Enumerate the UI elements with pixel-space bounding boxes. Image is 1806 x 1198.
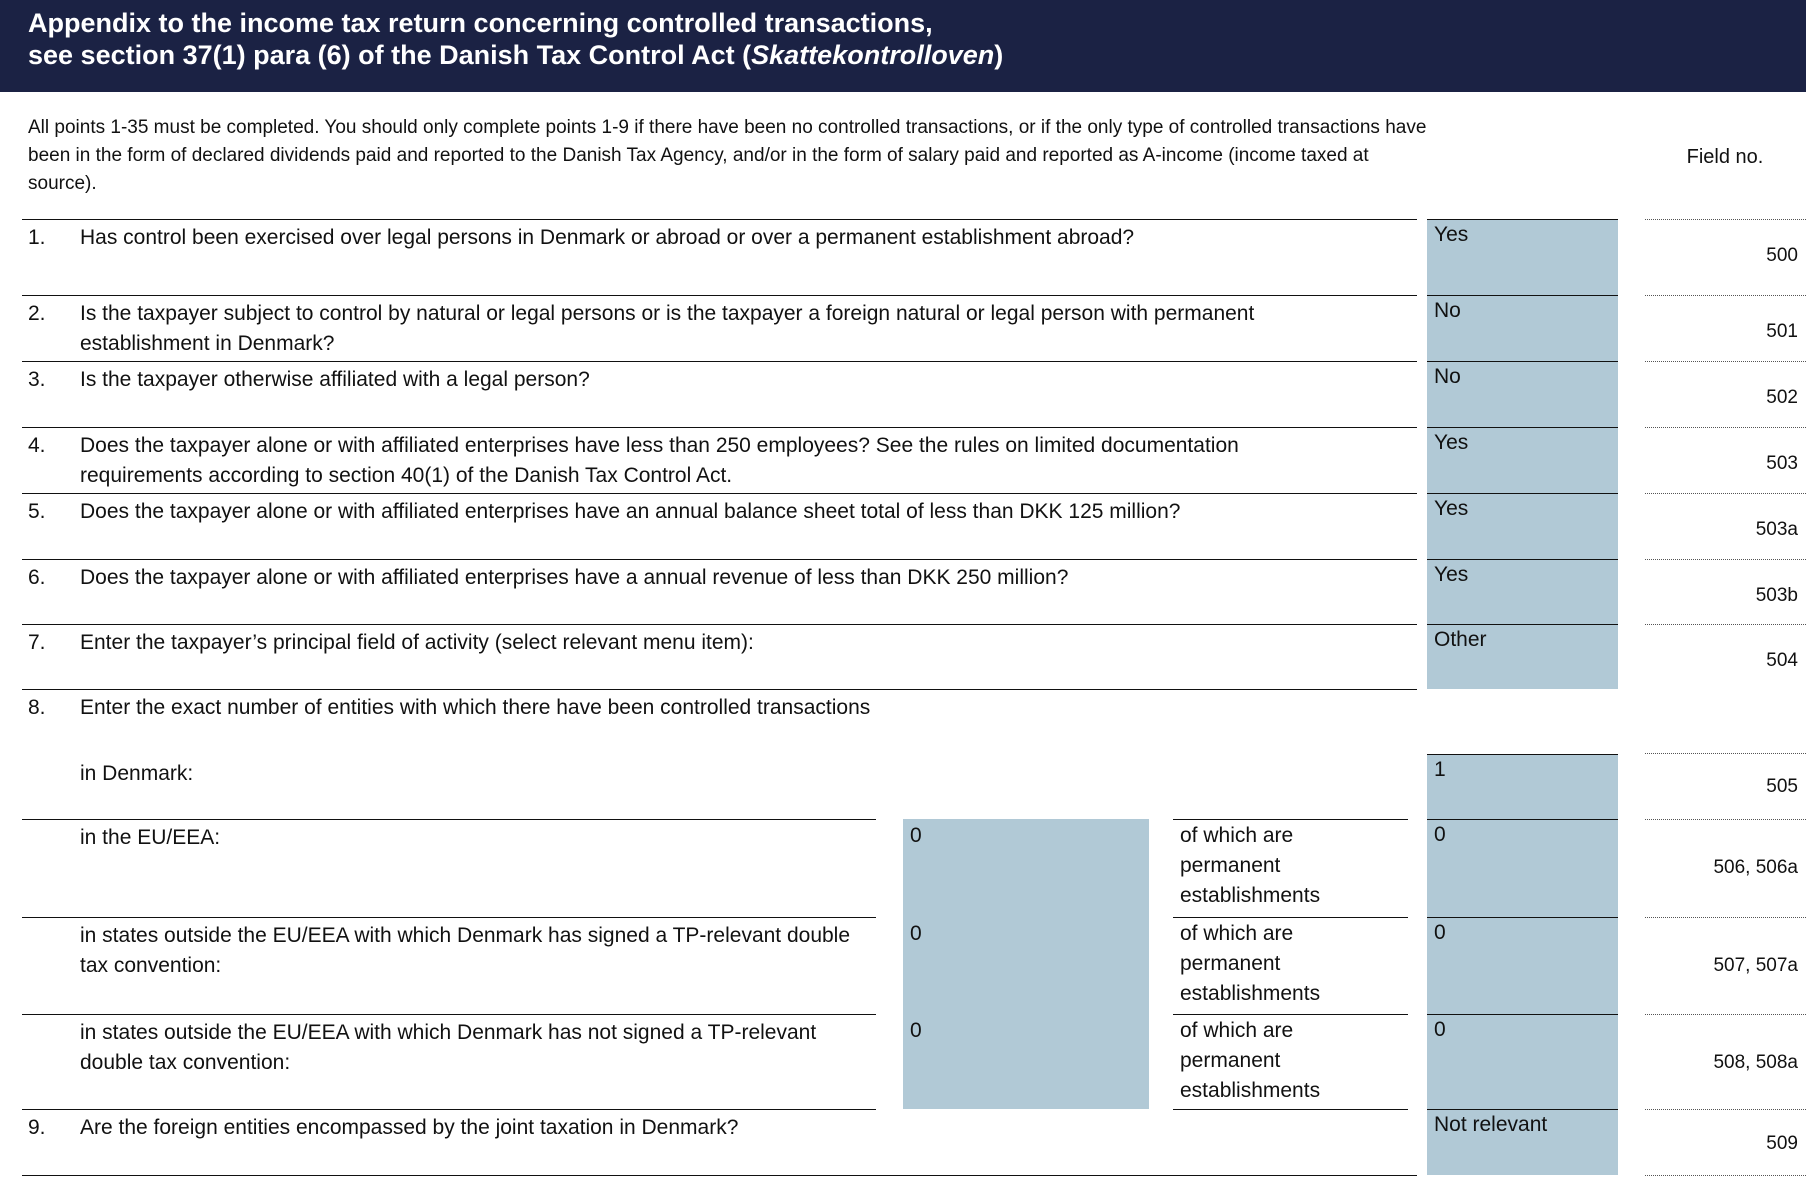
field-number: 507, 507a bbox=[1713, 955, 1798, 976]
intro-text: All points 1-35 must be completed. You should only complete points 1-9 if there have been no controlled transactions, or if the only type of controlled transactions have been in the form of declared dividends paid and reported to the Danish Tax Agency, and/or in the form of salary paid and reported as A-income (income taxed at source). bbox=[28, 117, 1427, 194]
field-dotted-rule bbox=[1645, 1175, 1806, 1176]
divider bbox=[22, 689, 1417, 690]
divider bbox=[22, 361, 1417, 362]
question-number: 5. bbox=[28, 500, 46, 523]
question-text: Are the foreign entities encompassed by the joint taxation in Denmark? bbox=[80, 1116, 739, 1139]
header-title-line2: see section 37(1) para (6) of the Danish Tax Control Act (Skattekontrolloven) bbox=[28, 40, 1004, 70]
question-number: 8. bbox=[28, 696, 46, 719]
page-header bbox=[0, 0, 1806, 92]
divider bbox=[22, 624, 1417, 625]
question-text: Does the taxpayer alone or with affiliated enterprises have less than 250 employees? See the rules on limited documentation requirements according to section 40(1) of the Danish Tax Control Act. bbox=[80, 434, 1239, 487]
q8-denmark-label: in Denmark: bbox=[80, 762, 194, 785]
field-dotted-rule bbox=[1645, 219, 1806, 220]
field-dotted-rule bbox=[1645, 753, 1806, 754]
permanent-establishments-label: of which are permanent establishments bbox=[1180, 824, 1321, 907]
divider bbox=[22, 295, 1417, 296]
q8-pe-count-input[interactable]: 0 bbox=[1427, 917, 1618, 1014]
field-dotted-rule bbox=[1645, 427, 1806, 428]
field-dotted-rule bbox=[1645, 819, 1806, 820]
answer-select[interactable]: Not relevant bbox=[1427, 1109, 1618, 1175]
field-dotted-rule bbox=[1645, 493, 1806, 494]
field-number: 500 bbox=[1766, 245, 1798, 266]
q8-sub-label: in states outside the EU/EEA with which Denmark has signed a TP-relevant double tax convention: bbox=[80, 924, 851, 977]
divider bbox=[22, 1109, 876, 1110]
answer-select[interactable]: Yes bbox=[1427, 559, 1618, 624]
answer-select[interactable]: Other bbox=[1427, 624, 1618, 689]
answer-select[interactable]: No bbox=[1427, 361, 1618, 427]
field-number: 509 bbox=[1766, 1133, 1798, 1154]
question-text: Does the taxpayer alone or with affiliated enterprises have an annual balance sheet total of less than DKK 125 million? bbox=[80, 500, 1181, 523]
field-number: 503b bbox=[1755, 585, 1798, 606]
field-number: 501 bbox=[1766, 321, 1798, 342]
question-number: 6. bbox=[28, 566, 46, 589]
permanent-establishments-label: of which are permanent establishments bbox=[1180, 1019, 1321, 1102]
field-number: 502 bbox=[1766, 387, 1798, 408]
field-dotted-rule bbox=[1645, 559, 1806, 560]
divider bbox=[22, 1014, 876, 1015]
field-number: 505 bbox=[1766, 776, 1798, 797]
question-number: 9. bbox=[28, 1116, 46, 1139]
divider bbox=[22, 819, 876, 820]
field-number: 504 bbox=[1766, 650, 1798, 671]
field-dotted-rule bbox=[1645, 1109, 1806, 1110]
divider bbox=[22, 219, 1417, 220]
answer-select[interactable]: Yes bbox=[1427, 219, 1618, 295]
q8-count-input[interactable]: 0 bbox=[903, 1014, 1149, 1109]
q8-sub-label: in states outside the EU/EEA with which Denmark has not signed a TP-relevant double tax convention: bbox=[80, 1021, 817, 1074]
permanent-establishments-label: of which are permanent establishments bbox=[1180, 922, 1321, 1005]
q8-count-input[interactable]: 0 bbox=[903, 819, 1149, 917]
divider bbox=[1173, 819, 1408, 820]
field-dotted-rule bbox=[1645, 917, 1806, 918]
question-number: 1. bbox=[28, 226, 46, 249]
divider bbox=[22, 493, 1417, 494]
divider bbox=[22, 427, 1417, 428]
question-number: 3. bbox=[28, 368, 46, 391]
question-text: Is the taxpayer subject to control by natural or legal persons or is the taxpayer a foreign natural or legal person with permanent establishment in Denmark? bbox=[80, 302, 1255, 355]
divider bbox=[22, 1175, 1417, 1176]
answer-select[interactable]: Yes bbox=[1427, 493, 1618, 559]
header-title-line1: Appendix to the income tax return concerning controlled transactions, bbox=[28, 8, 933, 38]
answer-select[interactable]: No bbox=[1427, 295, 1618, 361]
question-text: Does the taxpayer alone or with affiliated enterprises have a annual revenue of less than DKK 250 million? bbox=[80, 566, 1069, 589]
field-dotted-rule bbox=[1645, 624, 1806, 625]
question-text: Is the taxpayer otherwise affiliated with a legal person? bbox=[80, 368, 590, 391]
q8-count-input[interactable]: 0 bbox=[903, 917, 1149, 1014]
field-number: 503a bbox=[1755, 519, 1798, 540]
field-dotted-rule bbox=[1645, 295, 1806, 296]
question-number: 2. bbox=[28, 302, 46, 325]
field-no-header: Field no. bbox=[1686, 146, 1764, 168]
divider bbox=[1173, 1109, 1408, 1110]
field-number: 508, 508a bbox=[1713, 1052, 1798, 1073]
question-number: 7. bbox=[28, 631, 46, 654]
question-text: Enter the exact number of entities with which there have been controlled transactions bbox=[80, 696, 871, 719]
field-dotted-rule bbox=[1645, 361, 1806, 362]
question-number: 4. bbox=[28, 434, 46, 457]
divider bbox=[1173, 1014, 1408, 1015]
question-text: Enter the taxpayer’s principal field of activity (select relevant menu item): bbox=[80, 631, 754, 654]
q8-denmark-input[interactable]: 1 bbox=[1427, 754, 1618, 819]
divider bbox=[22, 917, 876, 918]
field-number: 503 bbox=[1766, 453, 1798, 474]
divider bbox=[1173, 917, 1408, 918]
answer-select[interactable]: Yes bbox=[1427, 427, 1618, 493]
q8-sub-label: in the EU/EEA: bbox=[80, 826, 221, 849]
q8-pe-count-input[interactable]: 0 bbox=[1427, 819, 1618, 917]
question-text: Has control been exercised over legal persons in Denmark or abroad or over a permanent establishment abroad? bbox=[80, 226, 1135, 249]
field-dotted-rule bbox=[1645, 1014, 1806, 1015]
field-number: 506, 506a bbox=[1713, 857, 1798, 878]
divider bbox=[22, 559, 1417, 560]
q8-pe-count-input[interactable]: 0 bbox=[1427, 1014, 1618, 1109]
